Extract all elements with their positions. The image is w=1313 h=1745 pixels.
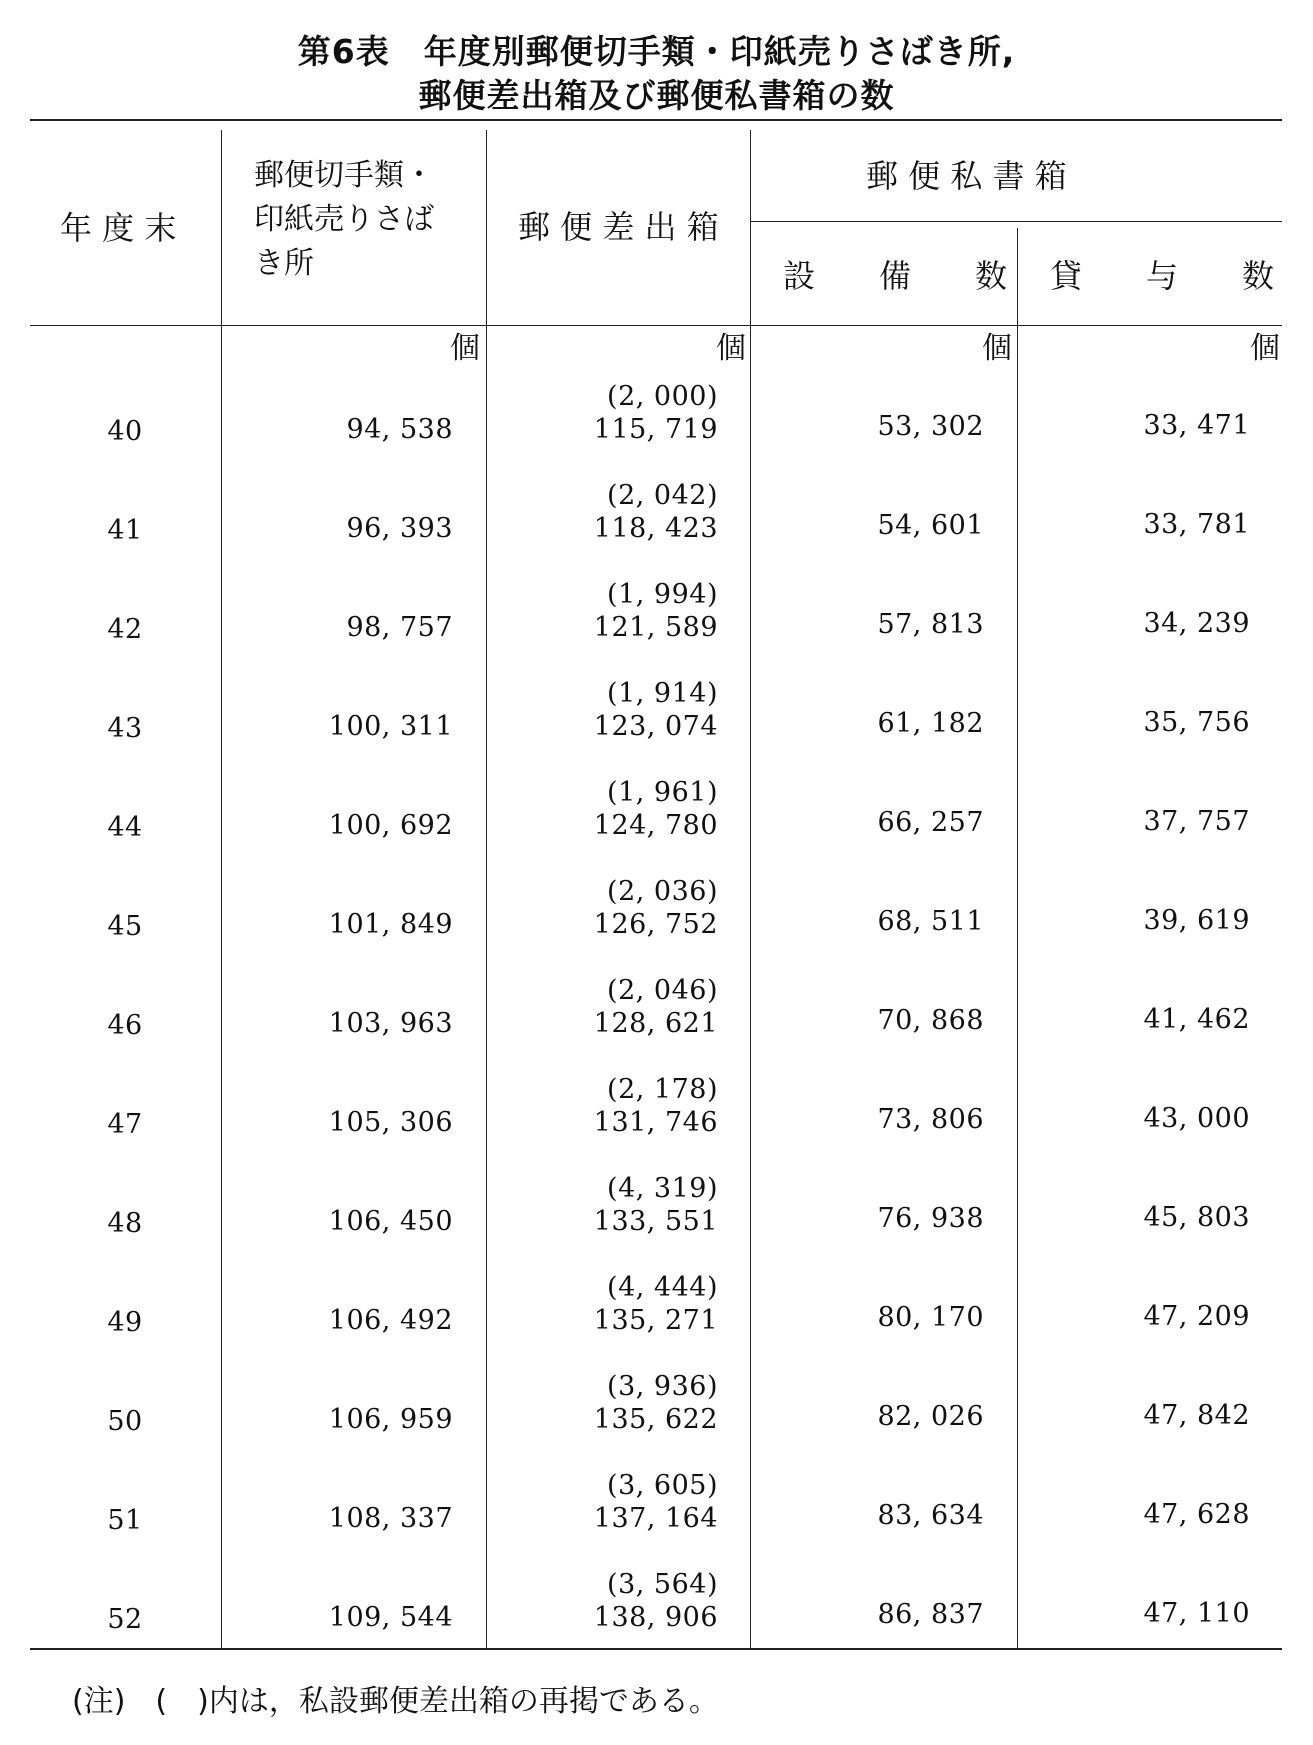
- leased-cell: 34, 239: [1143, 608, 1250, 639]
- leased-cell: 35, 756: [1143, 707, 1250, 738]
- year-cell: 46: [107, 1010, 143, 1041]
- stamps-cell: 109, 544: [328, 1602, 453, 1633]
- stamps-cell: 105, 306: [328, 1107, 453, 1138]
- table-top-rule: [30, 119, 1282, 121]
- pobox-subheader-rule: [750, 221, 1282, 222]
- stamps-cell: 100, 692: [328, 810, 453, 841]
- header-stamps-line2: 印紙売りさば: [254, 202, 434, 237]
- column-divider-3: [750, 130, 751, 1650]
- postbox-cell: 118, 423: [593, 513, 718, 544]
- unit-postbox: 個: [716, 331, 746, 366]
- stamps-cell: 100, 311: [328, 711, 453, 742]
- leased-cell: 37, 757: [1143, 806, 1250, 837]
- installed-cell: 73, 806: [877, 1104, 984, 1135]
- header-stamps-line1: 郵便切手類・: [254, 158, 434, 193]
- postbox-private-cell: (1, 994): [607, 579, 718, 610]
- postbox-private-cell: (2, 000): [607, 381, 718, 412]
- installed-cell: 66, 257: [877, 807, 984, 838]
- year-cell: 50: [107, 1406, 143, 1437]
- year-cell: 48: [107, 1208, 143, 1239]
- postbox-private-cell: (3, 564): [607, 1569, 718, 1600]
- postbox-cell: 131, 746: [593, 1107, 718, 1138]
- leased-cell: 47, 209: [1143, 1301, 1250, 1332]
- installed-cell: 86, 837: [877, 1599, 984, 1630]
- header-pobox-group: 郵 便 私 書 箱: [866, 157, 1067, 195]
- stamps-cell: 106, 959: [328, 1404, 453, 1435]
- postbox-cell: 124, 780: [593, 810, 718, 841]
- postbox-cell: 126, 752: [593, 909, 718, 940]
- unit-leased: 個: [1250, 331, 1280, 366]
- header-leased: 貸 与 数: [1050, 257, 1275, 295]
- table-title-line2: 郵便差出箱及び郵便私書箱の数: [418, 76, 895, 115]
- leased-cell: 41, 462: [1143, 1004, 1250, 1035]
- postbox-cell: 133, 551: [593, 1206, 718, 1237]
- installed-cell: 68, 511: [877, 906, 984, 937]
- postbox-cell: 128, 621: [593, 1008, 718, 1039]
- year-cell: 41: [107, 515, 143, 546]
- stamps-cell: 103, 963: [328, 1008, 453, 1039]
- leased-cell: 43, 000: [1143, 1103, 1250, 1134]
- postbox-private-cell: (2, 036): [607, 876, 718, 907]
- unit-installed: 個: [982, 331, 1012, 366]
- installed-cell: 61, 182: [877, 708, 984, 739]
- postbox-cell: 115, 719: [593, 414, 718, 445]
- year-cell: 40: [107, 416, 143, 447]
- leased-cell: 33, 471: [1143, 410, 1250, 441]
- installed-cell: 57, 813: [877, 609, 984, 640]
- table-title-line1: 第6表 年度別郵便切手類・印紙売りさばき所,: [297, 32, 1016, 71]
- postbox-private-cell: (2, 178): [607, 1074, 718, 1105]
- postbox-private-cell: (3, 605): [607, 1470, 718, 1501]
- header-stamps: [254, 154, 434, 286]
- installed-cell: 53, 302: [877, 411, 984, 442]
- postbox-private-cell: (4, 319): [607, 1173, 718, 1204]
- year-cell: 43: [107, 713, 143, 744]
- year-cell: 45: [107, 911, 143, 942]
- postbox-private-cell: (2, 042): [607, 480, 718, 511]
- installed-cell: 83, 634: [877, 1500, 984, 1531]
- stamps-cell: 98, 757: [346, 612, 453, 643]
- year-cell: 47: [107, 1109, 143, 1140]
- postbox-cell: 138, 906: [593, 1602, 718, 1633]
- header-installed: 設 備 数: [783, 257, 1008, 295]
- leased-cell: 47, 842: [1143, 1400, 1250, 1431]
- stamps-cell: 106, 492: [328, 1305, 453, 1336]
- installed-cell: 80, 170: [877, 1302, 984, 1333]
- installed-cell: 82, 026: [877, 1401, 984, 1432]
- stamps-cell: 96, 393: [346, 513, 453, 544]
- unit-stamps: 個: [450, 331, 480, 366]
- installed-cell: 54, 601: [877, 510, 984, 541]
- postbox-private-cell: (2, 046): [607, 975, 718, 1006]
- postbox-cell: 137, 164: [593, 1503, 718, 1534]
- postbox-cell: 135, 622: [593, 1404, 718, 1435]
- postbox-cell: 121, 589: [593, 612, 718, 643]
- header-stamps-line3: き所: [254, 246, 314, 281]
- year-cell: 42: [107, 614, 143, 645]
- postbox-private-cell: (4, 444): [607, 1272, 718, 1303]
- year-cell: 49: [107, 1307, 143, 1338]
- year-cell: 51: [107, 1505, 143, 1536]
- header-postbox: 郵 便 差 出 箱: [518, 208, 719, 246]
- leased-cell: 45, 803: [1143, 1202, 1250, 1233]
- stamps-cell: 101, 849: [328, 909, 453, 940]
- leased-cell: 47, 628: [1143, 1499, 1250, 1530]
- year-cell: 52: [107, 1604, 143, 1635]
- postbox-private-cell: (1, 961): [607, 777, 718, 808]
- leased-cell: 47, 110: [1143, 1598, 1250, 1629]
- stamps-cell: 108, 337: [328, 1503, 453, 1534]
- stamps-cell: 106, 450: [328, 1206, 453, 1237]
- leased-cell: 39, 619: [1143, 905, 1250, 936]
- installed-cell: 70, 868: [877, 1005, 984, 1036]
- installed-cell: 76, 938: [877, 1203, 984, 1234]
- stamps-cell: 94, 538: [346, 414, 453, 445]
- footnote: (注) ( )内は，私設郵便差出箱の再掲である。: [72, 1684, 719, 1719]
- header-bottom-rule: [30, 325, 1282, 326]
- postbox-private-cell: (1, 914): [607, 678, 718, 709]
- leased-cell: 33, 781: [1143, 509, 1250, 540]
- header-year: 年 度 末: [60, 209, 177, 247]
- year-cell: 44: [107, 812, 143, 843]
- postbox-cell: 135, 271: [593, 1305, 718, 1336]
- postbox-private-cell: (3, 936): [607, 1371, 718, 1402]
- postbox-cell: 123, 074: [593, 711, 718, 742]
- table-bottom-rule: [30, 1648, 1282, 1650]
- column-divider-4: [1017, 228, 1018, 1650]
